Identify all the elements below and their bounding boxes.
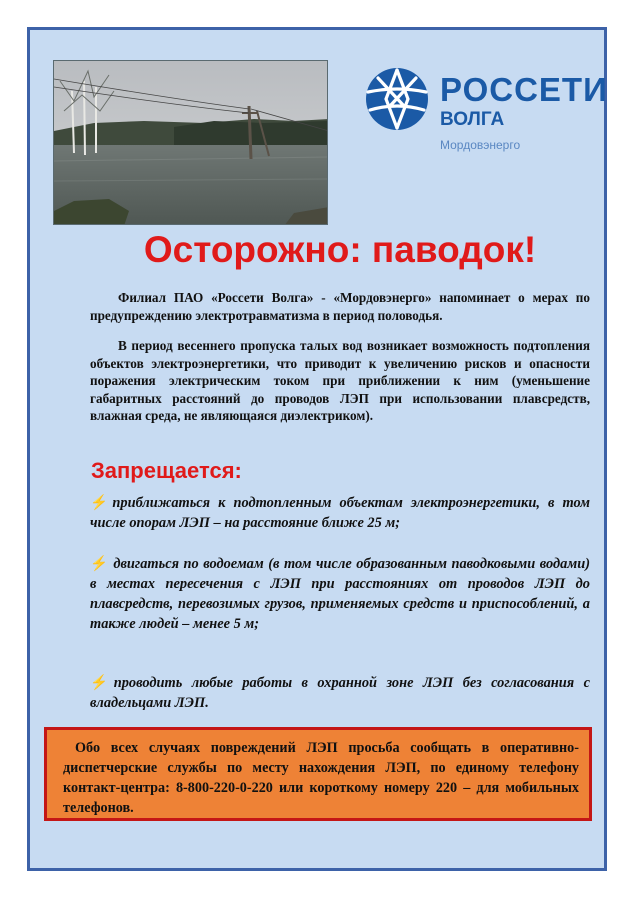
rosseti-globe-icon	[364, 66, 430, 132]
lightning-bolt-icon: ⚡	[90, 495, 113, 511]
forbidden-item	[90, 493, 590, 533]
logo-branch: Мордовэнерго	[440, 138, 521, 152]
forbidden-item-text: двигаться по водоемам (в том числе образованным паводковыми водами) в местах пересечения с ЛЭП при расстояниях от проводов ЛЭП до плавсредств, перевозимых грузов, применяемых средств и приспособлений, а также людей – менее 5 м;	[90, 556, 591, 632]
forbidden-heading: Запрещается:	[91, 458, 242, 483]
flood-photo-image	[54, 61, 328, 225]
contact-notice-box	[44, 727, 592, 821]
description-paragraph: В период весеннего пропуска талых вод возникает возможность подтопления объектов электроэнергетики, что приводит к увеличению рисков и опасности поражения электрическим током при приближении к ним (уменьшение габаритных расстояний до проводов ЛЭП при использовании плавсредств, влажная среда, не являющаяся диэлектриком).	[90, 338, 590, 423]
forbidden-item	[90, 554, 590, 634]
lightning-bolt-icon: ⚡	[90, 556, 109, 572]
rosseti-logo	[362, 64, 608, 164]
forbidden-item	[90, 673, 590, 713]
lightning-bolt-icon: ⚡	[90, 675, 114, 691]
intro-paragraph: Филиал ПАО «Россети Волга» - «Мордовэнерго» напоминает о мерах по предупреждению электротравматизма в период половодья.	[90, 290, 590, 323]
flood-photo	[53, 60, 328, 225]
contact-notice-text: Обо всех случаях повреждений ЛЭП просьба сообщать в оперативно-диспетчерские службы по месту нахождения ЛЭП, по единому телефону контакт-центра: 8-800-220-0-220 или короткому номеру 220 – для мобильных телефонов.	[63, 740, 579, 816]
forbidden-item-text: приближаться к подтопленным объектам электроэнергетики, в том числе опорам ЛЭП – на расстояние ближе 25 м;	[90, 495, 590, 531]
forbidden-item-text: проводить любые работы в охранной зоне ЛЭП без согласования с владельцами ЛЭП.	[90, 675, 590, 711]
logo-brand: РОССЕТИ	[440, 71, 608, 108]
logo-region: ВОЛГА	[440, 109, 505, 130]
poster-title: Осторожно: паводок!	[143, 229, 537, 270]
